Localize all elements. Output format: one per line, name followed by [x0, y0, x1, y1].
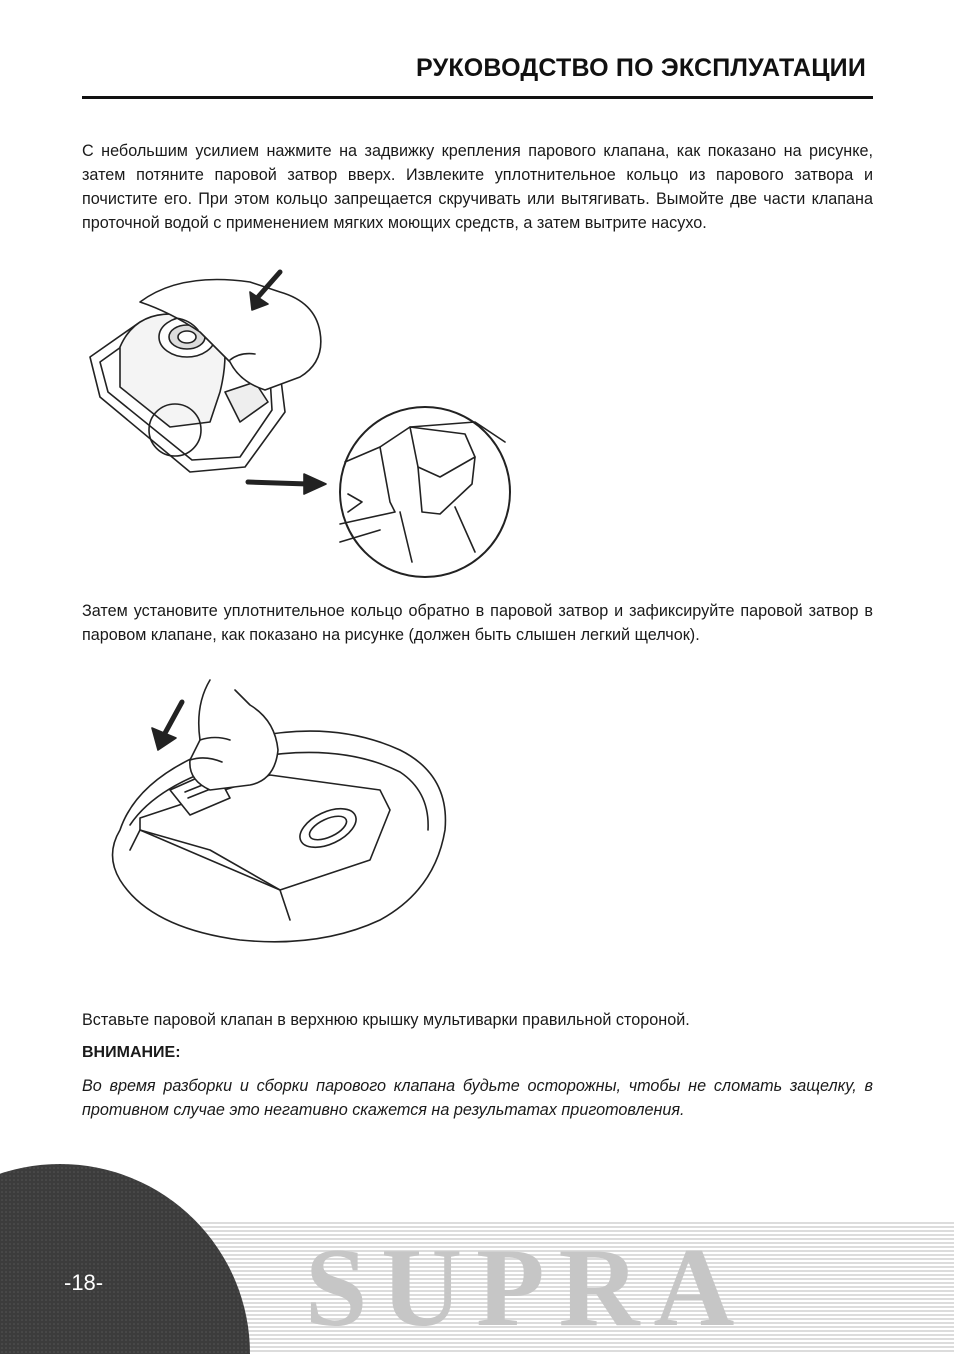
footer-decoration	[0, 1150, 954, 1354]
page-number: -18-	[64, 1270, 104, 1295]
warning-text: Во время разборки и сборки парового клапана будьте осторожны, чтобы не сломать защелку, в противном случае это негативно скажется на результатах приготовления.	[82, 1077, 873, 1119]
instruction-step-2: Затем установите уплотнительное кольцо обратно в паровой затвор и зафиксируйте паровой затвор в паровом клапане, как показано на рисунке (должен быть слышен легкий щелчок).	[82, 602, 873, 644]
brand-watermark: SUPRA	[305, 1226, 749, 1350]
figure-insert-steam-valve	[100, 680, 460, 960]
figure-remove-steam-valve	[80, 262, 520, 582]
header-divider	[82, 96, 873, 99]
instruction-step-1: С небольшим усилием нажмите на задвижку крепления парового клапана, как показано на рисунке, затем потяните паровой затвор вверх. Извлеките уплотнительное кольцо из парового затвора и почистите его. При этом кольцо запрещается скручивать или вытягивать. Вымойте две части клапана проточной водой с применением мягких моющих средств, а затем вытрите насухо.	[82, 142, 873, 232]
instruction-step-3: Вставьте паровой клапан в верхнюю крышку мультиварки правильной стороной.	[82, 1011, 690, 1029]
page-title: РУКОВОДСТВО ПО ЭКСПЛУАТАЦИИ	[416, 54, 866, 82]
warning-heading: ВНИМАНИЕ:	[82, 1044, 181, 1061]
